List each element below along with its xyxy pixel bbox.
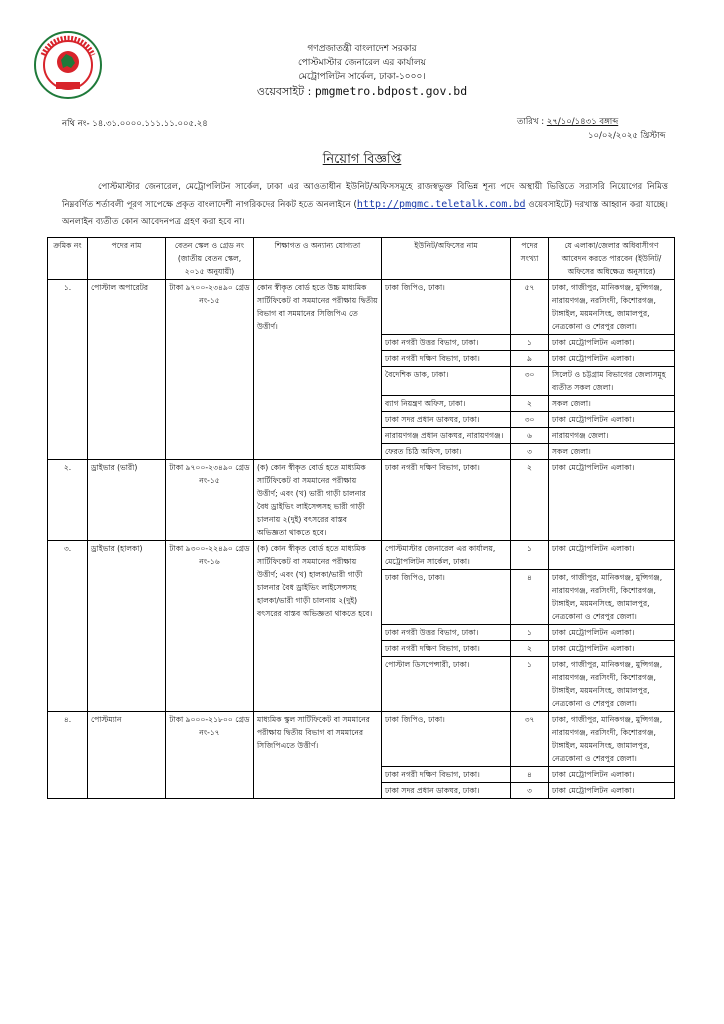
unit-count: ২ [511,396,549,412]
post-qualification: (ক) কোন স্বীকৃত বোর্ড হতে মাধ্যমিক সার্টিফিকেট বা সমমানের পরীক্ষায় উত্তীর্ণ; এবং (খ) ভারী গাড়ী চালনার বৈধ ড্রাইভিং লাইসেন্সসহ ভারী গাড়ী চালনায় ২(দুই) বৎসরের বাস্তব অভিজ্ঞতা থাকতে হবে। [254,460,382,541]
website-line [0,84,724,99]
unit-office: ঢাকা নগরী উত্তর বিভাগ, ঢাকা। [382,625,511,641]
website-label: ওয়েবসাইট : [256,85,312,98]
date-english: ১০/০২/২০২৫ খ্রিস্টাব্দ [588,131,666,141]
unit-count: ২ [511,641,549,657]
unit-count: ৪ [511,570,549,625]
header-line-2: পোস্টমাস্টার জেনারেল এর কার্যালয় [298,58,426,68]
unit-count: ৬ [511,428,549,444]
unit-office: ফেরত চিঠি অফিস, ঢাকা। [382,444,511,460]
unit-office: ঢাকা নগরী দক্ষিণ বিভাগ, ঢাকা। [382,460,511,541]
intro-text-2: ওয়েবসাইটে) দরখাস্ত আহ্বান করা যাচ্ছে। অনলাইন ব্যতীত কোন আবেদনপত্র গ্রহণ করা হবে না। [62,200,668,227]
unit-count: ৯ [511,351,549,367]
col-header-office: ইউনিট/অফিসের নাম [382,238,511,280]
unit-count: ২ [511,460,549,541]
post-qualification: মাধ্যমিক স্কুল সার্টিফিকেট বা সমমানের পরীক্ষায় দ্বিতীয় বিভাগ বা সমমানের সিজিপিএতে উত্তীর্ণ। [254,712,382,799]
unit-area: সিলেট ও চট্টগ্রাম বিভাগের জেলাসমূহ ব্যতীত সকল জেলা। [549,367,675,396]
post-scale: টাকা ৯৩০০-২২৪৯০ গ্রেড নং-১৬ [166,541,254,712]
website-url[interactable]: pmgmetro.bdpost.gov.bd [314,84,468,98]
unit-count: ৩ [511,444,549,460]
unit-area: ঢাকা, গাজীপুর, মানিকগঞ্জ, মুন্সিগঞ্জ, নারায়ণগঞ্জ, নরসিংদী, কিশোরগঞ্জ, টাঙ্গাইল, ময়মনসিংহ, জামালপুর, নেত্রকোনা ও শেরপুর জেলা। [549,657,675,712]
date-label: তারিখ : [517,117,545,127]
unit-count: ১ [511,657,549,712]
post-serial: ২. [48,460,88,541]
title-text: নিয়োগ বিজ্ঞপ্তি [322,152,402,167]
post-serial: ৪. [48,712,88,799]
unit-office: ঢাকা নগরী দক্ষিণ বিভাগ, ঢাকা। [382,767,511,783]
col-header-qualification: শিক্ষাগত ও অন্যান্য যোগ্যতা [254,238,382,280]
post-name: পোস্টাল অপারেটর [88,280,166,460]
unit-area: ঢাকা মেট্রোপলিটন এলাকা। [549,335,675,351]
unit-area: ঢাকা মেট্রোপলিটন এলাকা। [549,460,675,541]
unit-area: ঢাকা মেট্রোপলিটন এলাকা। [549,541,675,570]
table-header-row [48,238,675,280]
post-qualification: (ক) কোন স্বীকৃত বোর্ড হতে মাধ্যমিক সার্টিফিকেট বা সমমানের পরীক্ষায় উত্তীর্ণ; এবং (খ) হালকা/ভারী গাড়ী চালনার বৈধ ড্রাইভিং লাইসেন্সসহ হালকা/ভারী গাড়ী চালনায় ২(দুই) বৎসরের বাস্তব অভিজ্ঞতা থাকতে হবে। [254,541,382,712]
post-name: ড্রাইভার (হালকা) [88,541,166,712]
post-name: ড্রাইভার (ভারী) [88,460,166,541]
post-qualification: কোন স্বীকৃত বোর্ড হতে উচ্চ মাধ্যমিক সার্টিফিকেট বা সমমানের পরীক্ষায় দ্বিতীয় বিভাগ বা সমমানের সিজিপিএ তে উত্তীর্ণ। [254,280,382,460]
unit-office: ঢাকা সদর প্রধান ডাকঘর, ঢাকা। [382,783,511,799]
unit-area: সকল জেলা। [549,396,675,412]
table-row [48,712,675,767]
table-row [48,541,675,570]
unit-count: ৩০ [511,367,549,396]
date-bangla-line [517,115,618,129]
application-link[interactable]: http://pmgmc.teletalk.com.bd [356,199,526,210]
unit-area: ঢাকা, গাজীপুর, মানিকগঞ্জ, মুন্সিগঞ্জ, নারায়ণগঞ্জ, নরসিংদী, কিশোরগঞ্জ, টাঙ্গাইল, ময়মনসিংহ, জামালপুর, নেত্রকোনা ও শেরপুর জেলা। [549,570,675,625]
post-serial: ৩. [48,541,88,712]
post-serial: ১. [48,280,88,460]
intro-paragraph [62,179,668,231]
col-header-serial: ক্রমিক নং [48,238,88,280]
unit-area: ঢাকা মেট্রোপলিটন এলাকা। [549,625,675,641]
unit-count: ৩০ [511,412,549,428]
post-name: পোস্টম্যান [88,712,166,799]
unit-area: ঢাকা মেট্রোপলিটন এলাকা। [549,351,675,367]
unit-office: ব্যাগ নিয়ন্ত্রণ অফিস, ঢাকা। [382,396,511,412]
col-header-scale: বেতন স্কেল ও গ্রেড নং (জাতীয় বেতন স্কেল, ২০১৫ অনুযায়ী) [166,238,254,280]
unit-area: ঢাকা মেট্রোপলিটন এলাকা। [549,783,675,799]
table-row [48,460,675,541]
date-bangla: ২৭/১০/১৪৩১ বঙ্গাব্দ [546,117,619,127]
unit-office: পোস্টাল ডিসপেন্সারী, ঢাকা। [382,657,511,712]
unit-office: ঢাকা জিপিও, ঢাকা। [382,570,511,625]
unit-office: ঢাকা সদর প্রধান ডাকঘর, ঢাকা। [382,412,511,428]
unit-office: ঢাকা নগরী দক্ষিণ বিভাগ, ঢাকা। [382,351,511,367]
unit-office: ঢাকা নগরী দক্ষিণ বিভাগ, ঢাকা। [382,641,511,657]
unit-office: পোস্টমাস্টার জেনারেল এর কার্যালয়, মেট্রোপলিটন সার্কেল, ঢাকা। [382,541,511,570]
unit-area: ঢাকা মেট্রোপলিটন এলাকা। [549,641,675,657]
reference-number: নথি নং- ১৪.৩১.০০০০.১১১.১১.০০৫.২৪ [62,119,208,129]
col-header-post: পদের নাম [88,238,166,280]
unit-office: ঢাকা নগরী উত্তর বিভাগ, ঢাকা। [382,335,511,351]
unit-count: ৫৭ [511,280,549,335]
post-scale: টাকা ৯৭০০-২৩৪৯০ গ্রেড নং-১৫ [166,460,254,541]
office-header [0,42,724,99]
post-scale: টাকা ৯৭০০-২৩৪৯০ গ্রেড নং-১৫ [166,280,254,460]
vacancy-table [47,237,675,799]
page-title [0,150,724,171]
table-row [48,280,675,335]
unit-count: ১ [511,541,549,570]
unit-area: নারায়ণগঞ্জ জেলা। [549,428,675,444]
unit-area: সকল জেলা। [549,444,675,460]
unit-office: নারায়ণগঞ্জ প্রধান ডাকঘর, নারায়ণগঞ্জ। [382,428,511,444]
unit-count: ৩ [511,783,549,799]
unit-office: ঢাকা জিপিও, ঢাকা। [382,280,511,335]
col-header-count: পদের সংখ্যা [511,238,549,280]
unit-area: ঢাকা মেট্রোপলিটন এলাকা। [549,767,675,783]
intro-text-1: পোস্টমাস্টার জেনারেল, মেট্রোপলিটন সার্কেল, ঢাকা এর আওতাধীন ইউনিট/অফিসসমূহে রাজস্বভুক্ত বিভিন্ন শূন্য পদে অস্থায়ী ভিত্তিতে সরাসরি নিয়োগের নিমিত্ত নিম্নবর্ণিত শর্তাবলী পূরণ সাপেক্ষে প্রকৃত বাংলাদেশী নাগরিকদের নিকট হতে অনলাইনে ( [62,182,668,210]
unit-area: ঢাকা মেট্রোপলিটন এলাকা। [549,412,675,428]
table-body [48,280,675,799]
unit-count: ১ [511,625,549,641]
unit-office: ঢাকা জিপিও, ঢাকা। [382,712,511,767]
header-line-1: গণপ্রজাতন্ত্রী বাংলাদেশ সরকার [307,44,417,54]
unit-office: বৈদেশিক ডাক, ঢাকা। [382,367,511,396]
unit-area: ঢাকা, গাজীপুর, মানিকগঞ্জ, মুন্সিগঞ্জ, নারায়ণগঞ্জ, নরসিংদী, কিশোরগঞ্জ, টাঙ্গাইল, ময়মনসিংহ, জামালপুর, নেত্রকোনা ও শেরপুর জেলা। [549,280,675,335]
unit-area: ঢাকা, গাজীপুর, মানিকগঞ্জ, মুন্সিগঞ্জ, নারায়ণগঞ্জ, নরসিংদী, কিশোরগঞ্জ, টাঙ্গাইল, ময়মনসিংহ, জামালপুর, নেত্রকোনা ও শেরপুর জেলা। [549,712,675,767]
unit-count: ৩৭ [511,712,549,767]
unit-count: ৪ [511,767,549,783]
col-header-area: যে এলাকা/জেলার অধিবাসীগণ আবেদন করতে পারবেন (ইউনিট/অফিসের অধিক্ষেত্র অনুসারে) [549,238,675,280]
unit-count: ১ [511,335,549,351]
header-line-3: মেট্রোপলিটন সার্কেল, ঢাকা-১০০০। [298,72,426,82]
post-scale: টাকা ৯০০০-২১৮০০ গ্রেড নং-১৭ [166,712,254,799]
